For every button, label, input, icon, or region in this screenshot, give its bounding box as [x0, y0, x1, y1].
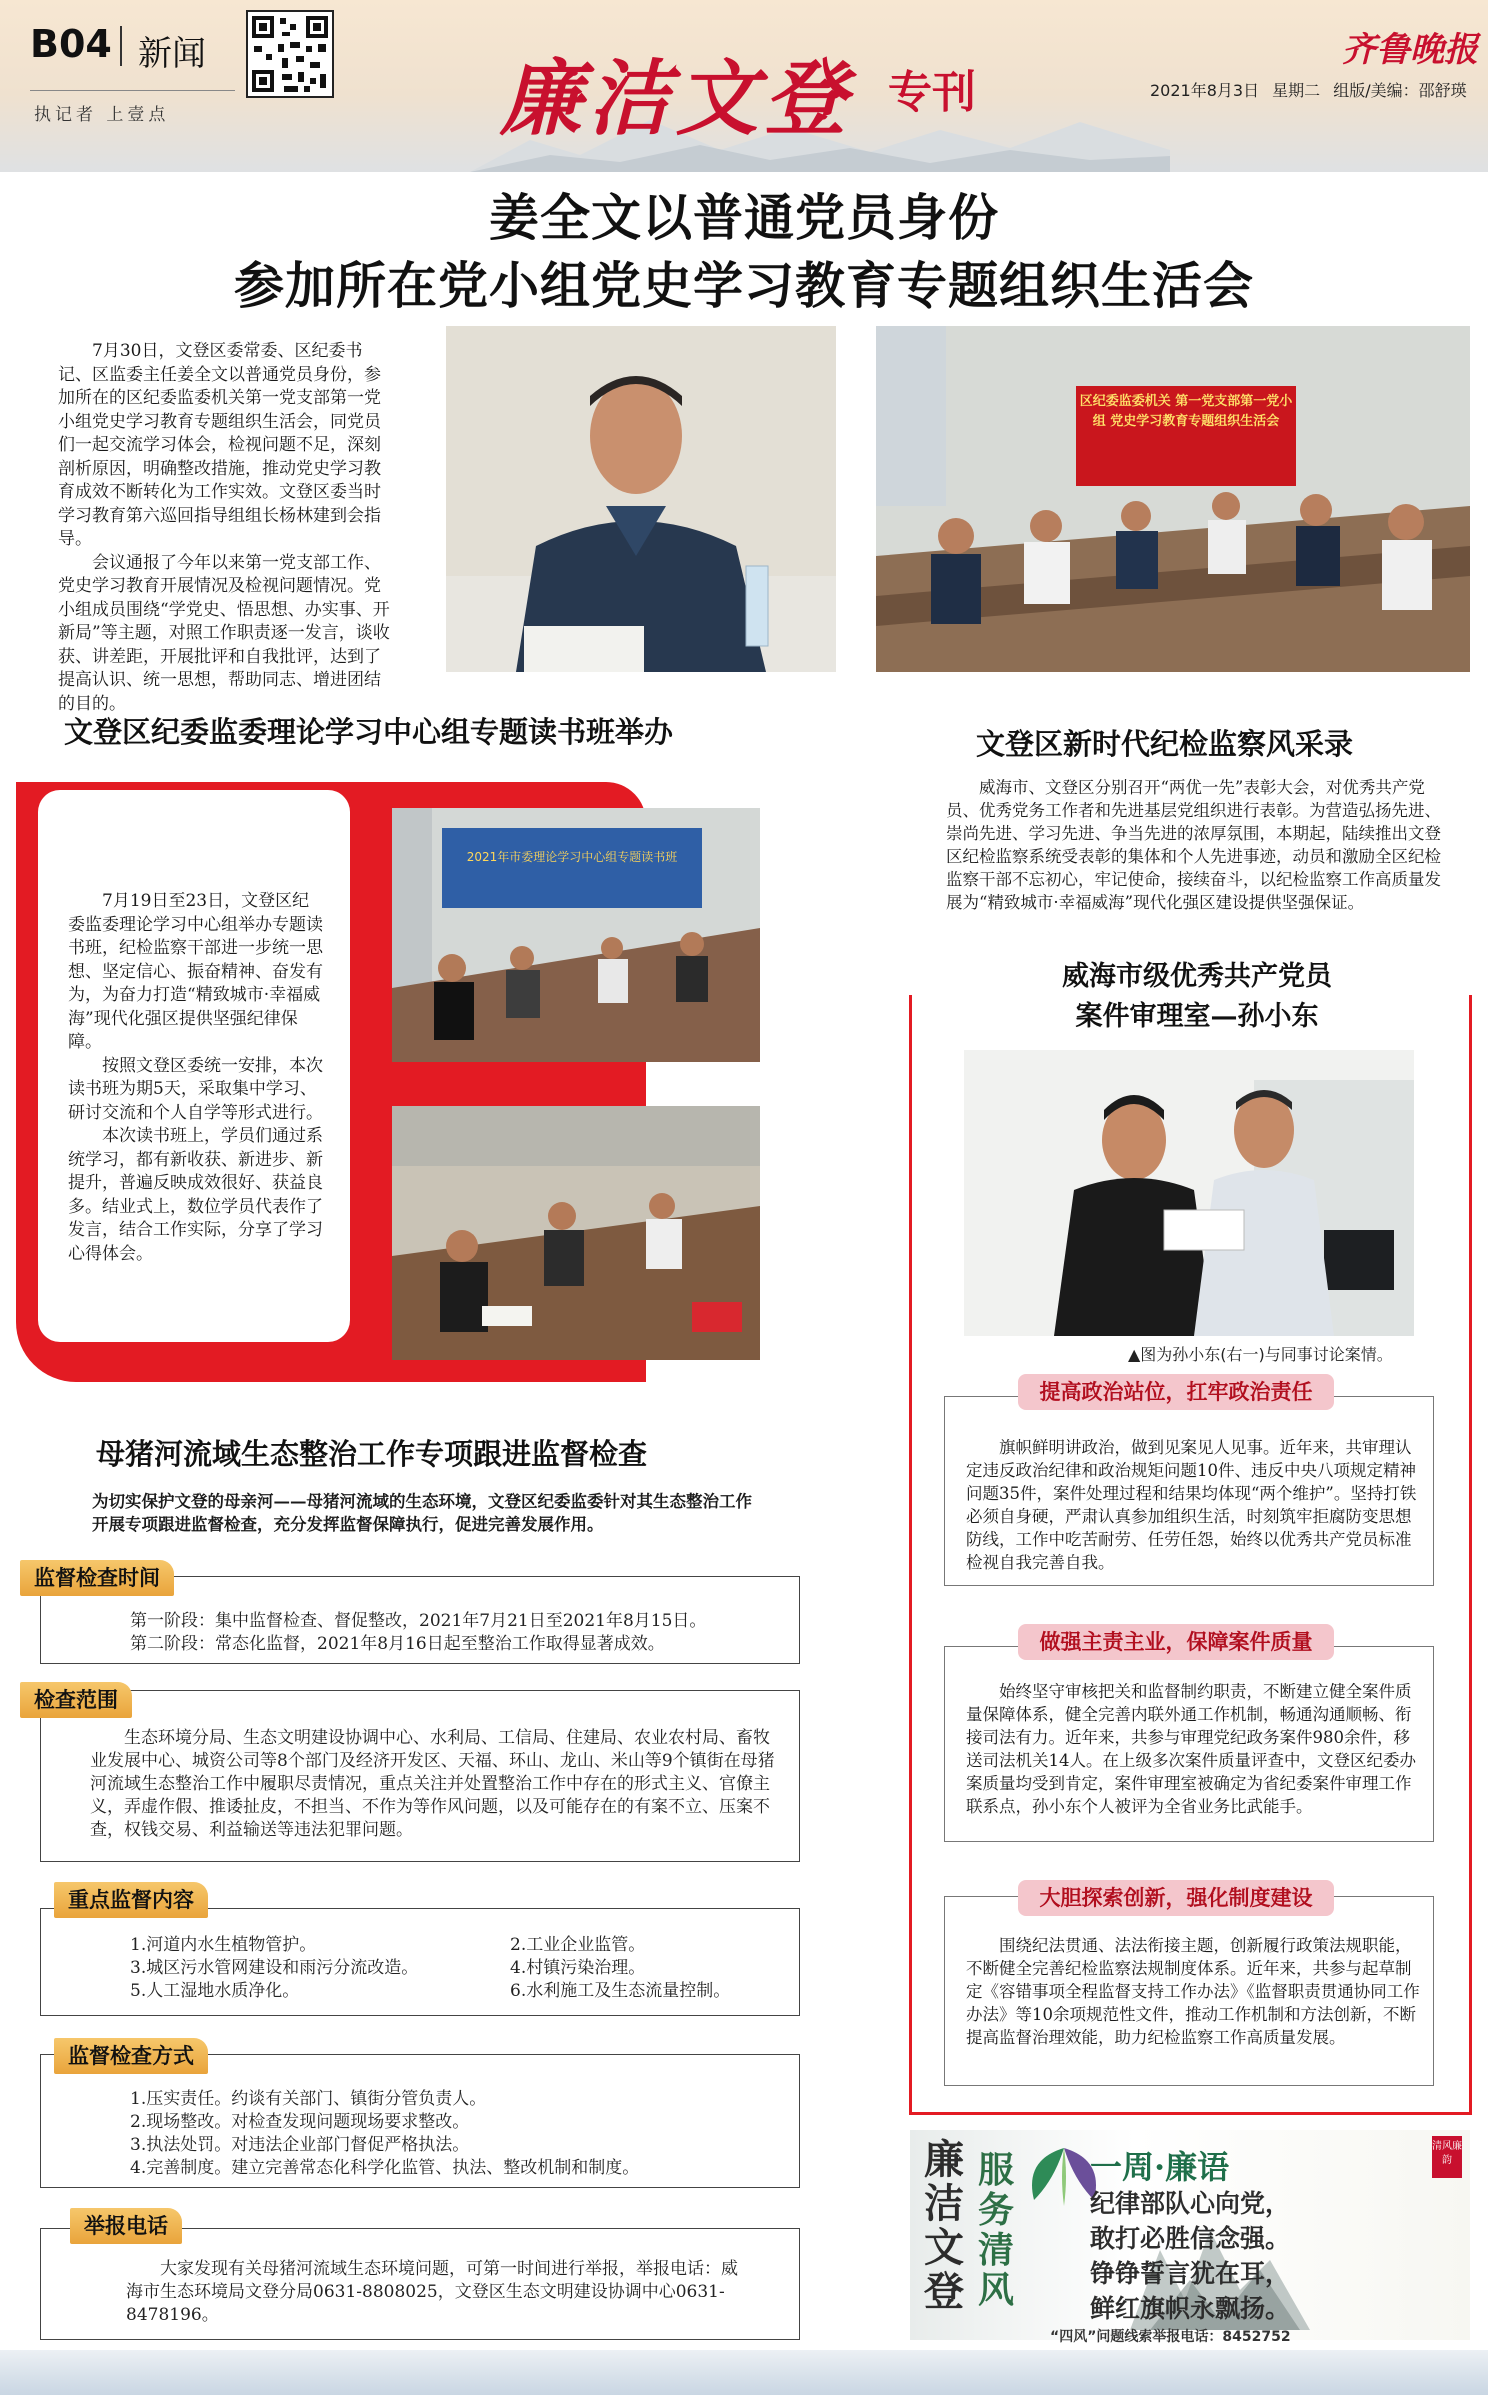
methods-tab: 监督检查方式 [54, 2038, 208, 2074]
reading-paragraph: 本次读书班上，学员们通过系统学习，都有新收获、新进步、新提升，普遍反映成效很好、获益良多。结业式上，数位学员代表作了发言，结合工作实际，分享了学习心得体会。 [68, 1126, 323, 1264]
focus-list-right [510, 1934, 790, 2003]
focus-item: 5.人工湿地水质净化。 [130, 1981, 300, 2001]
hotline-text: 大家发现有关母猪河流域生态环境问题，可第一时间进行举报，举报电话：威海市生态环境局文登分局0631-8808025，文登区生态文明建设协调中心0631-8478196。 [126, 2259, 738, 2325]
method-item: 2.现场整改。对检查发现问题现场要求整改。 [130, 2112, 470, 2132]
column-subtitle: 专刊 [888, 67, 976, 118]
profile-text-2: 始终坚守审核把关和监督制约职责，不断建立健全案件质量保障体系，健全完善内联外通工作机制，畅通沟通顺畅、衔接司法有力。近年来，共参与审理党纪政务案件980余件，移送司法机关14人。在上级多次案件质量评查中，文登区纪委办案质量均受到肯定，案件审理室被确定为省纪委案件审理工作联系点，孙小东个人被评为全省业务比武能手。 [966, 1682, 1416, 1816]
style-intro: 威海市、文登区分别召开“两优一先”表彰大会，对优秀共产党员、优秀党务工作者和先进基层党组织进行表彰。为营造弘扬先进、崇尚先进、学习先进、争当先进的浓厚氛围，本期起，陆续推出文登区纪检监察系统受表彰的集体和个人先进事迹，动员和激励全区纪检监察干部不忘初心，牢记使命，接续奋斗，以纪检监察工作高质量发展为“精致城市·幸福威海”现代化强区建设提供坚强保证。 [946, 778, 1441, 912]
profile-text-1: 旗帜鲜明讲政治，做到见案见人见事。近年来，共审理认定违反政治纪律和政治规矩问题10件、违反中央八项规定精神问题35件，案件处理过程和结果均体现“两个维护”。坚持打铁必须自身硬，严肃认真参加组织生活，时刻筑牢拒腐防变思想防线，工作中吃苦耐劳、任劳任怨，始终以优秀共产党员标准检视自我完善自我。 [966, 1438, 1417, 1572]
lead-photo-meeting [876, 326, 1470, 672]
focus-list-left [130, 1934, 490, 2003]
focus-tab: 重点监督内容 [54, 1882, 208, 1918]
ad-verse-line: 纪律部队心向党， [1090, 2189, 1291, 2218]
focus-item: 1.河道内水生植物管护。 [130, 1935, 317, 1955]
focus-item: 4.村镇污染治理。 [510, 1958, 646, 1978]
method-item: 4.完善制度。建立完善常态化科学化监管、执法、整改机制和制度。 [130, 2158, 640, 2178]
lead-photo-portrait [446, 326, 836, 672]
reading-photo-2 [392, 1106, 760, 1360]
ad-verse [1090, 2186, 1430, 2326]
ad-script-left: 廉洁文登 [924, 2136, 964, 2315]
reporter-credit: 执记者 上壹点 [34, 105, 170, 125]
methods-list [130, 2088, 790, 2180]
ad-script-right: 服务清风 [977, 2149, 1014, 2311]
scope-text: 生态环境分局、生态文明建设协调中心、水利局、工信局、住建局、农业农村局、畜牧业发展中心、城资公司等8个部门及经济开发区、天福、环山、龙山、米山等9个镇街在母猪河流域生态整治工作中履职尽责情况，重点关注并处置整治工作中存在的形式主义、官僚主义，弄虚作假、推诿扯皮，不担当、不作为等作风问题，以及可能存在的有案不立、压案不查，权钱交易、利益输送等违法犯罪问题。 [90, 1728, 775, 1840]
meeting-banner-text: 区纪委监委机关 第一党支部第一党小组 党史学习教育专题组织生活会 [1079, 394, 1293, 429]
lead-body [58, 340, 390, 716]
time-list [130, 1610, 790, 1656]
ad-hotline: “四风”问题线索举报电话：8452752 [1050, 2329, 1291, 2345]
qr-code-icon [246, 10, 334, 98]
time-line: 第一阶段：集中监督检查、督促整改，2021年7月21日至2021年8月15日。 [130, 1611, 707, 1631]
reading-paragraph: 7月19日至23日，文登区纪委监委理论学习中心组举办专题读书班，纪检监察干部进一步统一思想、坚定信心、振奋精神、奋发有为，为奋力打造“精致城市·幸福威海”现代化强区提供坚强纪律保障。 [68, 891, 323, 1052]
river-intro: 为切实保护文登的母亲河——母猪河流域的生态环境，文登区纪委监委针对其生态整治工作开展专项跟进监督检查，充分发挥监督保障执行，促进完善发展作用。 [92, 1492, 752, 1534]
newspaper-logo: 齐鲁晚报 [1342, 30, 1478, 70]
time-tab: 监督检查时间 [20, 1560, 174, 1596]
profile-heading-1: 提高政治站位，扛牢政治责任 [1018, 1374, 1334, 1410]
lead-paragraph: 7月30日，文登区委常委、区纪委书记、区监委主任姜全文以普通党员身份，参加所在的区纪委监委机关第一党支部第一党小组党史学习教育专题组织生活会，同党员们一起交流学习体会，检视问题不足，深刻剖析原因，明确整改措施，推动党史学习教育成效不断转化为工作实效。文登区委当时学习教育第六巡回指导组组长杨林建到会指导。 [58, 341, 381, 549]
method-item: 1.压实责任。约谈有关部门、镇街分管负责人。 [130, 2089, 487, 2109]
reading-screen-text: 2021年市委理论学习中心组专题读书班 [466, 850, 678, 864]
focus-item: 2.工业企业监管。 [510, 1935, 646, 1955]
ad-heading: 一周·廉语 [1090, 2148, 1230, 2186]
column-title: 廉洁文登 [500, 51, 852, 147]
header-divider [120, 26, 122, 66]
lead-paragraph: 会议通报了今年以来第一党支部工作、党史学习教育开展情况及检视问题情况。党小组成员围绕“学党史、悟思想、办实事、开新局”等主题，对照工作职责逐一发言，谈收获、讲差距，开展批评和自我批评，达到了提高认识、统一思想，帮助同志、增进团结的目的。 [58, 552, 390, 714]
profile-text-3: 围绕纪法贯通、法法衔接主题，创新履行政策法规职能，不断健全完善纪检监察法规制度体系。近年来，共参与起草制定《容错事项全程监督支持工作办法》《监督职责贯通协同工作办法》等10余项规范性文件，推动工作机制和方法创新，不断提高监督治理效能，助力纪检监察工作高质量发展。 [966, 1936, 1420, 2047]
section-name: 新闻 [138, 34, 206, 74]
page-number: B04 [30, 22, 112, 66]
river-headline: 母猪河流域生态整治工作专项跟进监督检查 [96, 1437, 648, 1471]
focus-item: 6.水利施工及生态流量控制。 [510, 1981, 731, 2001]
profile-heading-3: 大胆探索创新，强化制度建设 [1018, 1880, 1334, 1916]
profile-title-line2: 案件审理室—孙小东 [1075, 1001, 1319, 1032]
profile-title-line1: 威海市级优秀共产党员 [1062, 961, 1332, 992]
time-line: 第二阶段：常态化监督，2021年8月16日起至整治工作取得显著成效。 [130, 1634, 665, 1654]
reading-headline: 文登区纪委监委理论学习中心组专题读书班举办 [64, 715, 674, 749]
ad-seal: 清风廉韵 [1432, 2136, 1462, 2178]
header-rule [30, 90, 235, 91]
reading-body [68, 890, 324, 1266]
hotline-tab: 举报电话 [70, 2208, 182, 2244]
style-headline: 文登区新时代纪检监察风采录 [976, 727, 1354, 761]
lead-headline-line1: 姜全文以普通党员身份 [489, 188, 999, 247]
ad-verse-line: 敢打必胜信念强。 [1090, 2224, 1291, 2253]
reading-paragraph: 按照文登区委统一安排，本次读书班为期5天，采取集中学习、研讨交流和个人自学等形式进行。 [68, 1055, 323, 1123]
reading-photo-1 [392, 808, 760, 1062]
ad-verse-line: 铮铮誓言犹在耳， [1090, 2259, 1291, 2288]
focus-item: 3.城区污水管网建设和雨污分流改造。 [130, 1958, 419, 1978]
profile-caption: ▲图为孙小东(右一)与同事讨论案情。 [1128, 1345, 1393, 1364]
scope-tab: 检查范围 [20, 1682, 132, 1718]
lead-headline-line2: 参加所在党小组党史学习教育专题组织生活会 [234, 256, 1254, 315]
method-item: 3.执法处罚。对违法企业部门督促严格执法。 [130, 2135, 470, 2155]
ad-verse-line: 鲜红旗帜永飘扬。 [1090, 2294, 1291, 2323]
profile-heading-2: 做强主责主业，保障案件质量 [1018, 1624, 1334, 1660]
footer-strip [0, 2350, 1488, 2395]
profile-photo [964, 1050, 1414, 1336]
date-line: 2021年8月3日 星期二 组版/美编：邵舒瑛 [1150, 81, 1467, 100]
